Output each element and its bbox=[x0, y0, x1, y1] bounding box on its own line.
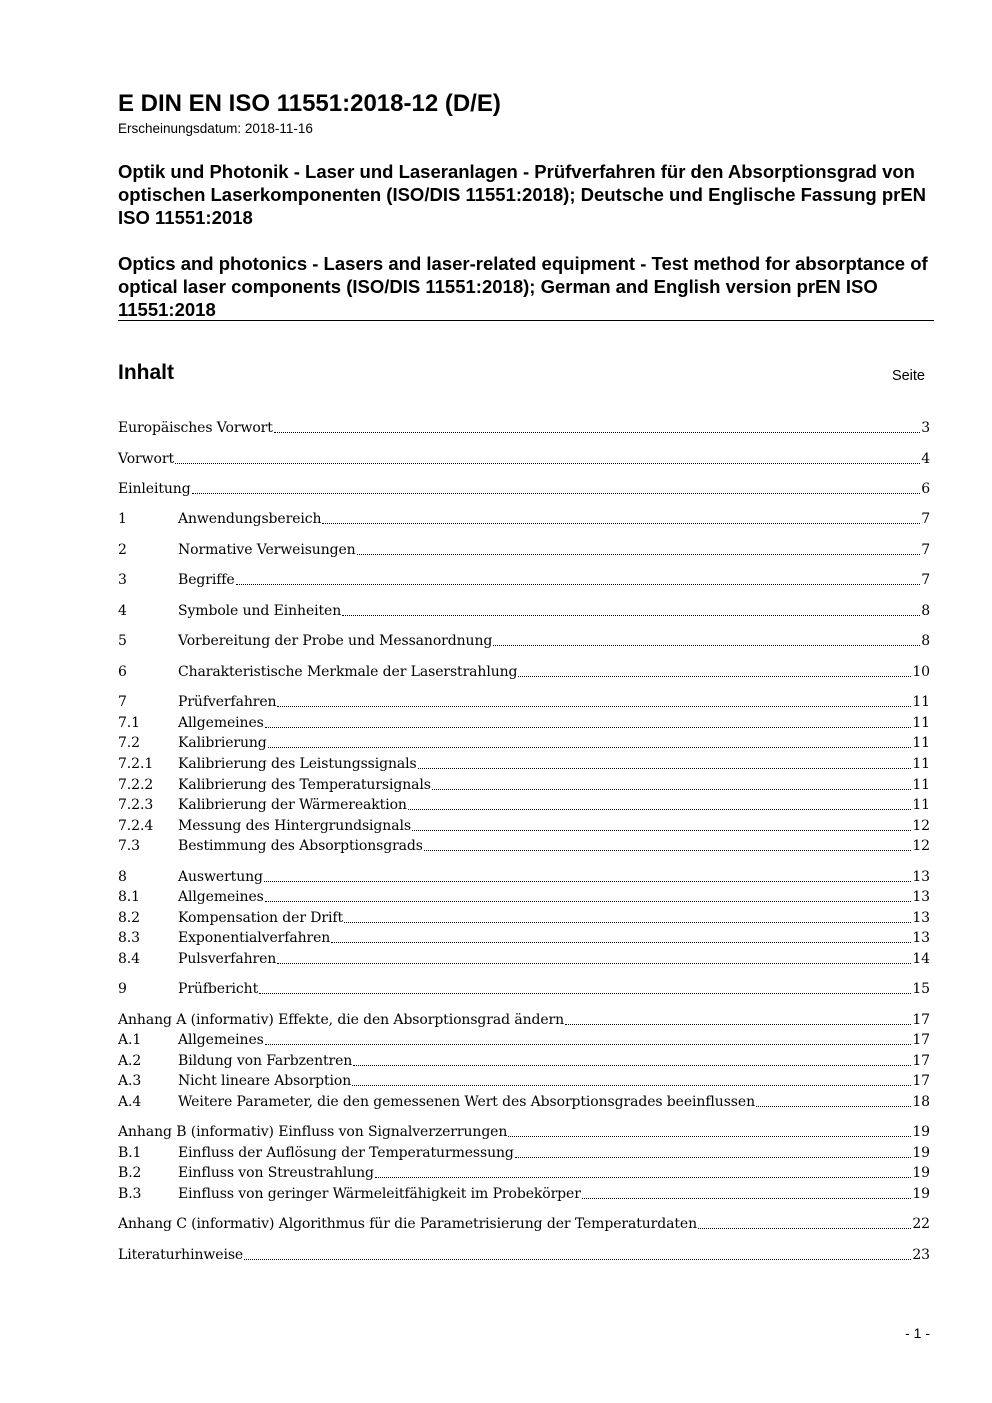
toc-entry-page: 15 bbox=[912, 981, 930, 997]
toc-entry[interactable] bbox=[118, 795, 930, 815]
toc-entry-page: 13 bbox=[912, 869, 930, 885]
toc-entry[interactable] bbox=[118, 418, 930, 438]
toc-entry[interactable] bbox=[118, 733, 930, 753]
toc-entry-title: Weitere Parameter, die den gemessenen Wert des Absorptionsgrades beeinflussen bbox=[178, 1094, 755, 1110]
toc-entry-number: 7 bbox=[118, 694, 127, 710]
toc-entry-page: 22 bbox=[912, 1216, 930, 1232]
toc-entry-title: Prüfverfahren bbox=[178, 694, 277, 710]
toc-dot-leader bbox=[582, 1197, 912, 1199]
toc-entry-page: 11 bbox=[912, 797, 930, 813]
toc-entry-title: Anhang B (informativ) Einfluss von Signalverzerrungen bbox=[118, 1124, 508, 1140]
toc-entry[interactable] bbox=[118, 1092, 930, 1112]
toc-entry[interactable] bbox=[118, 479, 930, 499]
toc-entry-page: 4 bbox=[921, 451, 930, 467]
page-number: - 1 - bbox=[905, 1325, 930, 1341]
toc-entry-number: 8.4 bbox=[118, 951, 140, 967]
toc-page-column-label: Seite bbox=[891, 368, 925, 384]
toc-entry-title: Charakteristische Merkmale der Laserstrahlung bbox=[178, 664, 518, 680]
toc-dot-leader bbox=[432, 788, 911, 790]
document-id: E DIN EN ISO 11551:2018-12 (D/E) bbox=[118, 90, 501, 117]
toc-entry[interactable] bbox=[118, 1163, 930, 1183]
toc-dot-leader bbox=[265, 1043, 912, 1045]
toc-entry[interactable] bbox=[118, 1030, 930, 1050]
toc-entry-title: Symbole und Einheiten bbox=[178, 603, 342, 619]
toc-entry-title: Anhang A (informativ) Effekte, die den Absorptionsgrad ändern bbox=[118, 1012, 565, 1028]
toc-entry-number: 7.3 bbox=[118, 838, 140, 854]
toc-entry[interactable] bbox=[118, 509, 930, 529]
title-german: Optik und Photonik - Laser und Laseranlagen - Prüfverfahren für den Absorptionsgrad von optischen Laserkomponenten (ISO/DIS 11551:2018); Deutsche und Englische Fassung prEN ISO 11551:2018 bbox=[118, 161, 927, 228]
toc-entry[interactable] bbox=[118, 692, 930, 712]
toc-entry-title: Europäisches Vorwort bbox=[118, 420, 273, 436]
toc-entry-page: 8 bbox=[921, 603, 930, 619]
toc-entry[interactable] bbox=[118, 754, 930, 774]
toc-entry-page: 17 bbox=[912, 1012, 930, 1028]
toc-entry[interactable] bbox=[118, 928, 930, 948]
toc-entry[interactable] bbox=[118, 867, 930, 887]
toc-entry[interactable] bbox=[118, 908, 930, 928]
toc-entry-title: Normative Verweisungen bbox=[178, 542, 356, 558]
toc-entry-page: 17 bbox=[912, 1053, 930, 1069]
toc-entry-title: Einfluss von Streustrahlung bbox=[178, 1165, 374, 1181]
toc-entry-title: Allgemeines bbox=[178, 1032, 264, 1048]
toc-entry-page: 11 bbox=[912, 756, 930, 772]
toc-entry-title: Prüfbericht bbox=[178, 981, 259, 997]
toc-entry-title: Einfluss von geringer Wärmeleitfähigkeit im Probekörper bbox=[178, 1186, 581, 1202]
toc-entry-page: 19 bbox=[912, 1165, 930, 1181]
toc-entry[interactable] bbox=[118, 1122, 930, 1142]
toc-entry-page: 23 bbox=[912, 1247, 930, 1263]
toc-entry-number: 8.3 bbox=[118, 930, 140, 946]
toc-entry-title: Vorwort bbox=[118, 451, 174, 467]
toc-entry-page: 18 bbox=[912, 1094, 930, 1110]
toc-entry[interactable] bbox=[118, 713, 930, 733]
toc-entry[interactable] bbox=[118, 1071, 930, 1091]
toc-dot-leader bbox=[518, 675, 911, 677]
toc-entry-page: 12 bbox=[912, 818, 930, 834]
toc-entry[interactable] bbox=[118, 570, 930, 590]
toc-entry[interactable] bbox=[118, 887, 930, 907]
toc-entry-number: A.2 bbox=[118, 1053, 142, 1069]
toc-dot-leader bbox=[353, 1064, 911, 1066]
toc-entry-number: B.2 bbox=[118, 1165, 142, 1181]
toc-entry-title: Einfluss der Auflösung der Temperaturmessung bbox=[178, 1145, 514, 1161]
toc-entry-number: 3 bbox=[118, 572, 127, 588]
toc-entry-page: 8 bbox=[921, 633, 930, 649]
toc-entry-page: 10 bbox=[912, 664, 930, 680]
toc-entry-number: 7.2.1 bbox=[118, 756, 154, 772]
toc-entry-page: 19 bbox=[912, 1186, 930, 1202]
toc-entry-number: 1 bbox=[118, 511, 127, 527]
toc-entry-title: Messung des Hintergrundsignals bbox=[178, 818, 411, 834]
toc-entry-title: Allgemeines bbox=[178, 889, 264, 905]
toc-entry-page: 17 bbox=[912, 1032, 930, 1048]
toc-entry[interactable] bbox=[118, 631, 930, 651]
toc-entry-page: 11 bbox=[912, 694, 930, 710]
toc-dot-leader bbox=[192, 492, 921, 494]
toc-dot-leader bbox=[357, 553, 921, 555]
toc-entry-number: 7.2 bbox=[118, 735, 140, 751]
toc-entry-title: Nicht lineare Absorption bbox=[178, 1073, 352, 1089]
toc-entry[interactable] bbox=[118, 836, 930, 856]
toc-dot-leader bbox=[259, 992, 911, 994]
toc-entry[interactable] bbox=[118, 449, 930, 469]
toc-entry-page: 7 bbox=[921, 511, 930, 527]
toc-dot-leader bbox=[424, 849, 912, 851]
toc-entry-page: 13 bbox=[912, 910, 930, 926]
toc-entry-title: Literaturhinweise bbox=[118, 1247, 244, 1263]
toc-dot-leader bbox=[322, 522, 920, 524]
toc-dot-leader bbox=[244, 1258, 911, 1260]
toc-dot-leader bbox=[331, 941, 911, 943]
toc-entry-title: Allgemeines bbox=[178, 715, 264, 731]
toc-dot-leader bbox=[508, 1135, 911, 1137]
toc-dot-leader bbox=[268, 746, 912, 748]
toc-entry-number: 2 bbox=[118, 542, 127, 558]
toc-dot-leader bbox=[408, 808, 912, 810]
toc-entry-title: Anhang C (informativ) Algorithmus für die Parametrisierung der Temperaturdaten bbox=[118, 1216, 697, 1232]
toc-dot-leader bbox=[277, 962, 911, 964]
toc-dot-leader bbox=[515, 1156, 912, 1158]
toc-entry-title: Kalibrierung des Temperatursignals bbox=[178, 777, 431, 793]
toc-entry-title: Kompensation der Drift bbox=[178, 910, 343, 926]
toc-entry-number: 4 bbox=[118, 603, 127, 619]
toc-entry-number: 8.1 bbox=[118, 889, 140, 905]
toc-entry-number: A.1 bbox=[118, 1032, 142, 1048]
toc-entry-title: Einleitung bbox=[118, 481, 191, 497]
toc-dot-leader bbox=[756, 1105, 911, 1107]
toc-dot-leader bbox=[277, 705, 911, 707]
toc-entry-page: 13 bbox=[912, 930, 930, 946]
toc-entry-page: 11 bbox=[912, 715, 930, 731]
toc-entry-number: A.4 bbox=[118, 1094, 142, 1110]
toc-entry[interactable] bbox=[118, 601, 930, 621]
toc-entry-number: B.1 bbox=[118, 1145, 142, 1161]
toc-entry-page: 7 bbox=[921, 542, 930, 558]
title-english: Optics and photonics - Lasers and laser-related equipment - Test method for absorptance of optical laser components (ISO/DIS 11551:2018); German and English version prEN ISO 11551:2018 bbox=[118, 253, 928, 320]
toc-entry-title: Kalibrierung des Leistungssignals bbox=[178, 756, 417, 772]
toc-entry-number: 9 bbox=[118, 981, 127, 997]
toc-dot-leader bbox=[344, 921, 911, 923]
toc-dot-leader bbox=[698, 1227, 911, 1229]
toc-entry[interactable] bbox=[118, 816, 930, 836]
toc-entry-title: Pulsverfahren bbox=[178, 951, 277, 967]
toc-entry[interactable] bbox=[118, 1051, 930, 1071]
toc-entry-page: 3 bbox=[921, 420, 930, 436]
toc-dot-leader bbox=[352, 1084, 911, 1086]
toc-entry-number: B.3 bbox=[118, 1186, 142, 1202]
toc-entry-title: Bestimmung des Absorptionsgrads bbox=[178, 838, 423, 854]
toc-entry-number: A.3 bbox=[118, 1073, 142, 1089]
toc-entry[interactable] bbox=[118, 1143, 930, 1163]
toc-entry-title: Auswertung bbox=[178, 869, 263, 885]
toc-entry[interactable] bbox=[118, 949, 930, 969]
toc-entry[interactable] bbox=[118, 1010, 930, 1030]
toc-entry[interactable] bbox=[118, 1184, 930, 1204]
toc-dot-leader bbox=[342, 614, 920, 616]
toc-entry-number: 7.2.2 bbox=[118, 777, 154, 793]
toc-entry-page: 13 bbox=[912, 889, 930, 905]
toc-entry-page: 19 bbox=[912, 1145, 930, 1161]
toc-entry-page: 14 bbox=[912, 951, 930, 967]
toc-dot-leader bbox=[265, 900, 912, 902]
toc-dot-leader bbox=[565, 1023, 911, 1025]
toc-entry-number: 8.2 bbox=[118, 910, 140, 926]
toc-dot-leader bbox=[375, 1176, 912, 1178]
toc-dot-leader bbox=[418, 767, 912, 769]
toc-dot-leader bbox=[412, 829, 911, 831]
toc-entry-title: Exponentialverfahren bbox=[178, 930, 331, 946]
toc-entry[interactable] bbox=[118, 979, 930, 999]
toc-dot-leader bbox=[175, 462, 920, 464]
toc-dot-leader bbox=[274, 431, 920, 433]
toc-entry-page: 19 bbox=[912, 1124, 930, 1140]
toc-entry-number: 7.1 bbox=[118, 715, 140, 731]
toc-entry-title: Anwendungsbereich bbox=[178, 511, 322, 527]
toc-dot-leader bbox=[236, 583, 921, 585]
toc-entry-page: 11 bbox=[912, 735, 930, 751]
toc-entry-page: 7 bbox=[921, 572, 930, 588]
toc-entry-page: 11 bbox=[912, 777, 930, 793]
toc-entry-title: Bildung von Farbzentren bbox=[178, 1053, 353, 1069]
toc-entry[interactable] bbox=[118, 1245, 930, 1265]
toc-dot-leader bbox=[265, 726, 912, 728]
toc-entry-number: 7.2.4 bbox=[118, 818, 154, 834]
toc-entry-title: Vorbereitung der Probe und Messanordnung bbox=[178, 633, 493, 649]
toc-dot-leader bbox=[493, 644, 920, 646]
toc-entry-page: 17 bbox=[912, 1073, 930, 1089]
toc-entry-title: Begriffe bbox=[178, 572, 235, 588]
toc-entry-page: 6 bbox=[921, 481, 930, 497]
toc-entry[interactable] bbox=[118, 775, 930, 795]
toc-entry-number: 6 bbox=[118, 664, 127, 680]
toc-entry-title: Kalibrierung der Wärmereaktion bbox=[178, 797, 407, 813]
toc-dot-leader bbox=[264, 880, 911, 882]
publication-date: Erscheinungsdatum: 2018-11-16 bbox=[118, 121, 313, 136]
toc-entry-number: 7.2.3 bbox=[118, 797, 154, 813]
toc-heading: Inhalt bbox=[118, 361, 174, 384]
toc-entry[interactable] bbox=[118, 1214, 930, 1234]
toc-entry-page: 12 bbox=[912, 838, 930, 854]
toc-entry[interactable] bbox=[118, 662, 930, 682]
toc-entry-title: Kalibrierung bbox=[178, 735, 267, 751]
toc-entry-number: 5 bbox=[118, 633, 127, 649]
toc-entry[interactable] bbox=[118, 540, 930, 560]
header-divider bbox=[118, 320, 934, 321]
toc-entry-number: 8 bbox=[118, 869, 127, 885]
